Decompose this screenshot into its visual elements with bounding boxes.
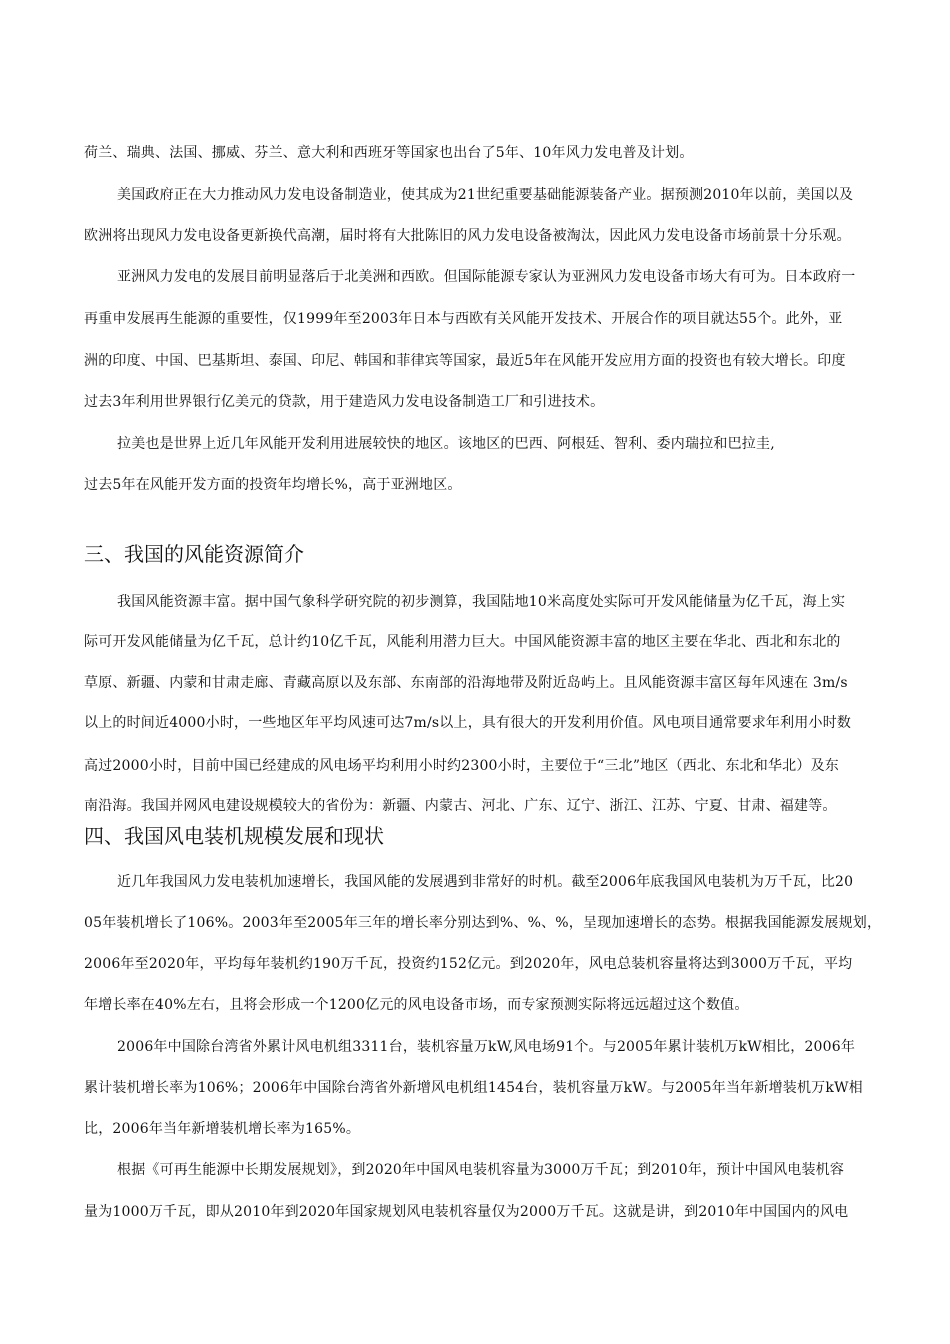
paragraph-line: 过去3年利用世界银行亿美元的贷款，用于建造风力发电设备制造工厂和引进技术。	[84, 394, 605, 410]
paragraph-line: 洲的印度、中国、巴基斯坦、泰国、印尼、韩国和菲律宾等国家，最近5年在风能开发应用方面的投资也有较大增长。印度	[84, 353, 846, 369]
paragraph-line: 欧洲将出现风力发电设备更新换代高潮，届时将有大批陈旧的风力发电设备被淘汰，因此风力发电设备市场前景十分乐观。	[84, 228, 851, 244]
paragraph-line: 再重申发展再生能源的重要性，仅1999年至2003年日本与西欧有关风能开发技术、开展合作的项目就达55个。此外，亚	[84, 311, 843, 327]
paragraph-line: 比，2006年当年新增装机增长率为165%。	[84, 1121, 361, 1137]
paragraph-line: 过去5年在风能开发方面的投资年均增长%，高于亚洲地区。	[84, 477, 462, 493]
paragraph-line: 05年装机增长了106%。2003年至2005年三年的增长率分别达到%、%、%，呈现加速增长的态势。根据我国能源发展规划，	[84, 915, 882, 931]
section-heading: 四、我国风电装机规模发展和现状	[84, 824, 384, 848]
paragraph-line: 近几年我国风力发电装机加速增长，我国风能的发展遇到非常好的时机。截至2006年底我国风电装机为万千瓦，比20	[117, 874, 854, 890]
paragraph-line: 累计装机增长率为106%；2006年中国除台湾省外新增风电机组1454台，装机容量万kW。与2005年当年新增装机万kW相	[84, 1080, 863, 1096]
paragraph-line: 年增长率在40%左右，且将会形成一个1200亿元的风电设备市场，而专家预测实际将远远超过这个数值。	[84, 997, 749, 1013]
section-heading: 三、我国的风能资源简介	[84, 542, 304, 566]
paragraph-line: 高过2000小时，目前中国已经建成的风电场平均利用小时约2300小时，主要位于“三北”地区（西北、东北和华北）及东	[84, 758, 839, 774]
paragraph-line: 量为1000万千瓦，即从2010年到2020年国家规划风电装机容量仅为2000万千瓦。这就是讲，到2010年中国国内的风电	[84, 1204, 849, 1220]
paragraph-line: 际可开发风能储量为亿千瓦，总计约10亿千瓦，风能利用潜力巨大。中国风能资源丰富的地区主要在华北、西北和东北的	[84, 634, 841, 650]
paragraph-line: 荷兰、瑞典、法国、挪威、芬兰、意大利和西班牙等国家也出台了5年、10年风力发电普及计划。	[84, 145, 694, 161]
paragraph-line: 拉美也是世界上近几年风能开发利用进展较快的地区。该地区的巴西、阿根廷、智利、委内瑞拉和巴拉圭,	[117, 436, 775, 452]
paragraph-line: 我国风能资源丰富。据中国气象科学研究院的初步测算，我国陆地10米高度处实际可开发风能储量为亿千瓦，海上实	[117, 594, 846, 610]
paragraph-line: 根据《可再生能源中长期发展规划》，到2020年中国风电装机容量为3000万千瓦；到2010年，预计中国风电装机容	[117, 1162, 845, 1178]
paragraph-line: 2006年至2020年，平均每年装机约190万千瓦，投资约152亿元。到2020年，风电总装机容量将达到3000万千瓦，平均	[84, 956, 853, 972]
paragraph-line: 南沿海。我国并网风电建设规模较大的省份为：新疆、内蒙古、河北、广东、辽宁、浙江、江苏、宁夏、甘肃、福建等。	[84, 798, 837, 814]
paragraph-line: 美国政府正在大力推动风力发电设备制造业，使其成为21世纪重要基础能源装备产业。据预测2010年以前，美国以及	[117, 187, 854, 203]
paragraph-line: 亚洲风力发电的发展目前明显落后于北美洲和西欧。但国际能源专家认为亚洲风力发电设备市场大有可为。日本政府一	[117, 269, 856, 285]
paragraph-line: 以上的时间近4000小时，一些地区年平均风速可达7m/s以上，具有很大的开发利用价值。风电项目通常要求年利用小时数	[84, 715, 852, 731]
paragraph-line: 2006年中国除台湾省外累计风电机组3311台，装机容量万kW,风电场91个。与2005年累计装机万kW相比，2006年	[117, 1039, 856, 1055]
paragraph-line: 草原、新疆、内蒙和甘肃走廊、青藏高原以及东部、东南部的沿海地带及附近岛屿上。且风能资源丰富区每年风速在 3m/s	[84, 675, 848, 691]
